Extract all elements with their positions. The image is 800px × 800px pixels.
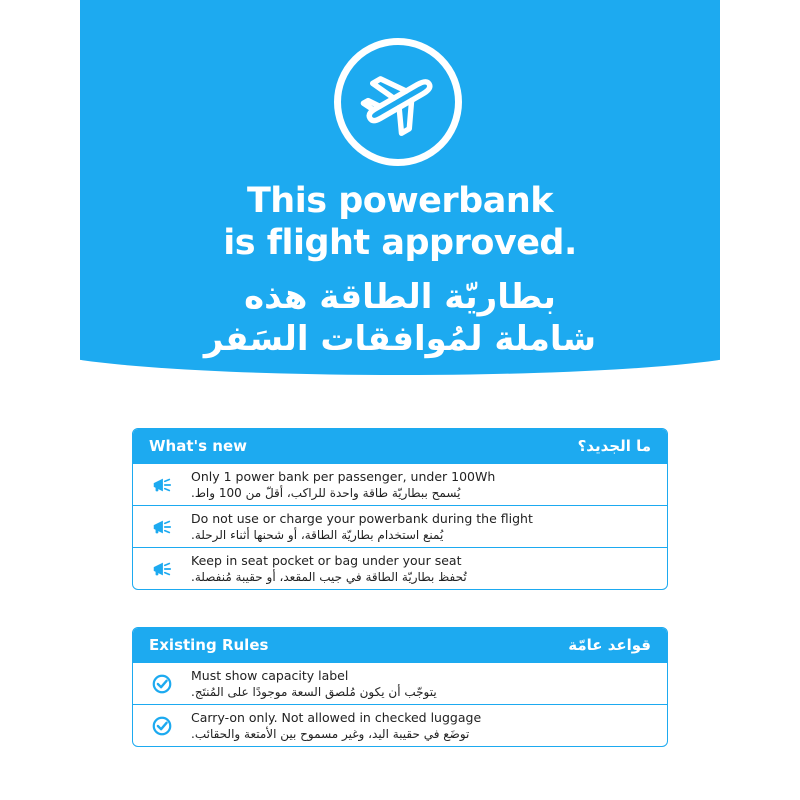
item-text-ar: يُمنع استخدام بطاريّة الطاقة، أو شحنها أثناء الرحلة.	[191, 527, 444, 542]
item-text-ar: يتوجّب أن يكون مُلصق السعة موجودًا على المُنتَج.	[191, 684, 437, 699]
list-item	[133, 704, 667, 746]
item-text-ar: تُحفظ بطاريّة الطاقة في جيب المقعد، أو حقيبة مُنفصلة.	[191, 569, 467, 584]
item-text-en: Only 1 power bank per passenger, under 100Wh	[191, 468, 496, 484]
list-item	[133, 505, 667, 547]
hero-title-en-line2: is flight approved.	[223, 223, 577, 263]
item-text-en: Must show capacity label	[191, 667, 349, 683]
item-text-en: Do not use or charge your powerbank during the flight	[191, 510, 533, 526]
existing-rules-header	[133, 628, 667, 662]
item-text-en: Carry-on only. Not allowed in checked luggage	[191, 709, 482, 725]
megaphone-icon	[133, 516, 191, 538]
hero-title-en-line1: This powerbank	[246, 181, 554, 221]
existing-rules-title-ar: قواعد عامّة	[568, 636, 651, 654]
check-badge-icon	[133, 673, 191, 695]
item-text-ar: توضَع في حقيبة اليد، وغير مسموح بين الأمتعة والحقائب.	[191, 726, 470, 741]
whats-new-header	[133, 429, 667, 463]
whats-new-title-ar: ما الجديد؟	[577, 437, 651, 455]
hero-title-en	[80, 180, 720, 264]
whats-new-panel	[132, 428, 668, 590]
check-badge-icon	[133, 715, 191, 737]
list-item	[133, 463, 667, 505]
item-text-ar: يُسمح ببطاريّة طاقة واحدة للراكب، أقلّ من 100 واط.	[191, 485, 461, 500]
existing-rules-title-en: Existing Rules	[149, 636, 269, 654]
hero-title-ar-line2: شاملة لمُوافقات السَفر	[203, 319, 597, 359]
megaphone-icon	[133, 558, 191, 580]
existing-rules-panel	[132, 627, 668, 747]
list-item	[133, 662, 667, 704]
list-item	[133, 547, 667, 589]
hero-title-ar-line1: بطاريّة الطاقة هذه	[244, 277, 556, 317]
megaphone-icon	[133, 474, 191, 496]
item-text-en: Keep in seat pocket or bag under your seat	[191, 552, 462, 568]
hero-title-ar	[80, 276, 720, 360]
whats-new-title-en: What's new	[149, 437, 247, 455]
airplane-icon	[334, 38, 462, 166]
